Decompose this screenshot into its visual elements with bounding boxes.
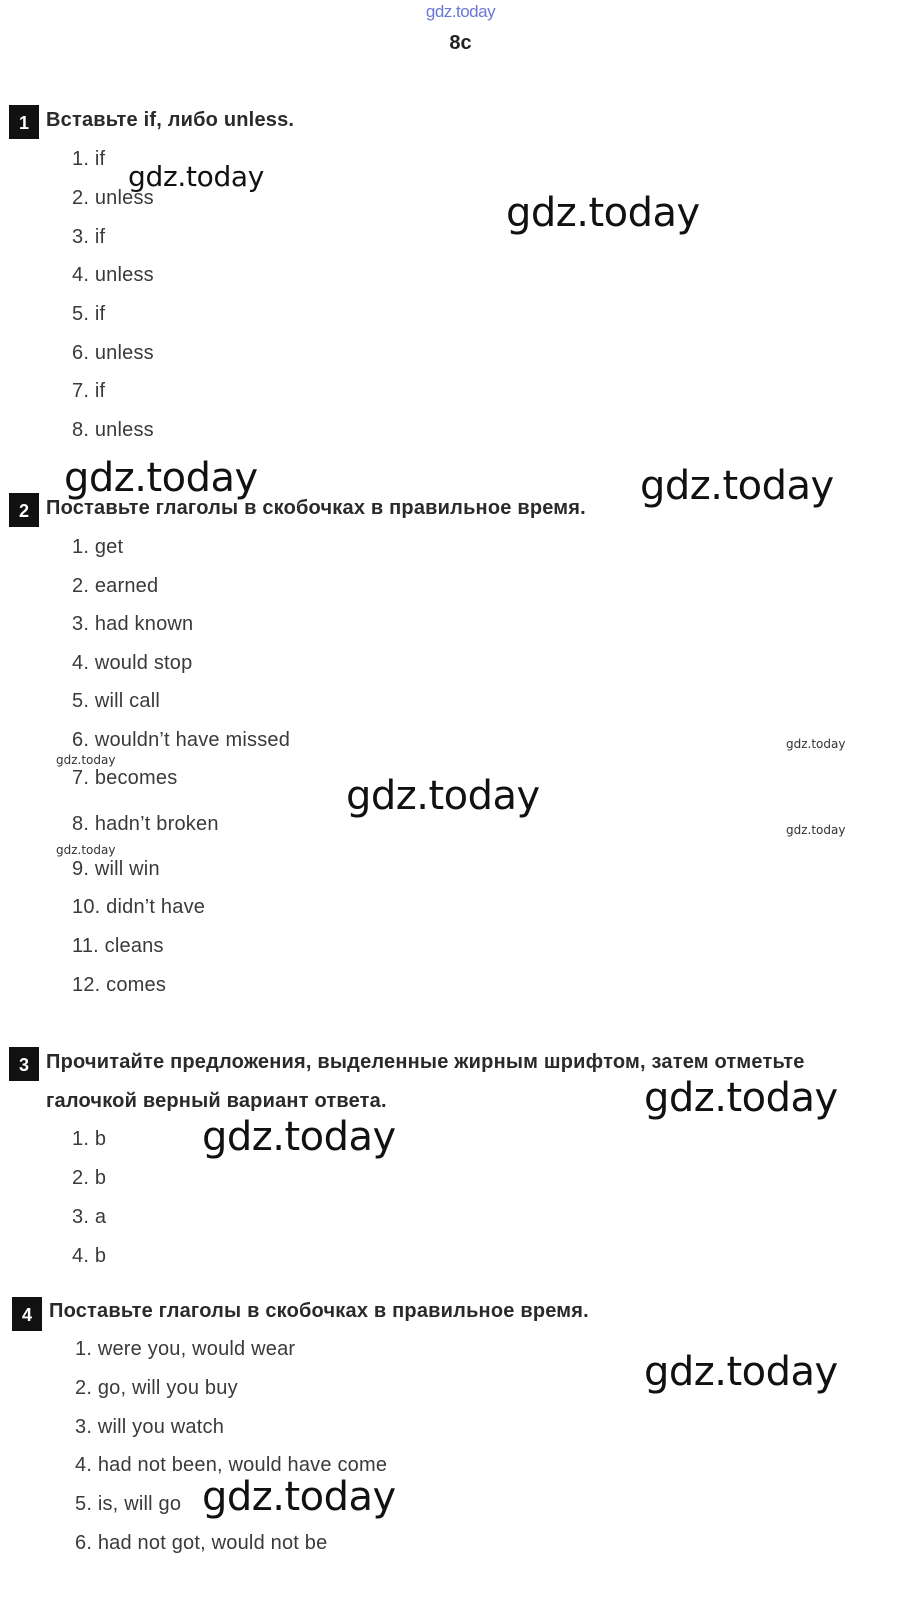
- task-2-answer-11: 11. cleans: [72, 935, 164, 957]
- task-2-number-badge: 2: [9, 493, 39, 527]
- watermark: gdz.today: [644, 1075, 838, 1121]
- task-1-answer-5: 5. if: [72, 303, 106, 325]
- task-1-answer-7: 7. if: [72, 380, 106, 402]
- task-3-number-badge: 3: [9, 1047, 39, 1081]
- task-2-answer-7: 7. becomes: [72, 767, 178, 789]
- task-4-answer-5: 5. is, will go: [75, 1493, 182, 1515]
- task-3-title-line1: Прочитайте предложения, выделенные жирным шрифтом, затем отметьте: [46, 1051, 805, 1073]
- task-2-answer-3: 3. had known: [72, 613, 194, 635]
- task-1-answer-2: 2. unless: [72, 187, 154, 209]
- watermark: gdz.today: [128, 160, 265, 193]
- task-1-answer-3: 3. if: [72, 226, 106, 248]
- watermark: gdz.today: [56, 753, 116, 767]
- watermark: gdz.today: [644, 1349, 838, 1395]
- watermark: gdz.today: [786, 737, 846, 751]
- watermark: gdz.today: [64, 455, 258, 501]
- task-1-answer-8: 8. unless: [72, 419, 154, 441]
- task-2-answer-1: 1. get: [72, 536, 124, 558]
- watermark: gdz.today: [506, 190, 700, 236]
- task-2-answer-6: 6. wouldn’t have missed: [72, 729, 291, 751]
- task-3-answer-3: 3. a: [72, 1206, 107, 1228]
- task-2-answer-12: 12. comes: [72, 974, 167, 996]
- task-2-answer-8: 8. hadn’t broken: [72, 813, 219, 835]
- task-1-answer-6: 6. unless: [72, 342, 154, 364]
- task-2-answer-9: 9. will win: [72, 858, 160, 880]
- task-4-answer-6: 6. had not got, would not be: [75, 1532, 328, 1554]
- watermark: gdz.today: [346, 773, 540, 819]
- task-3-answer-4: 4. b: [72, 1245, 107, 1267]
- task-1-title: Вставьте if, либо unless.: [46, 109, 295, 131]
- task-1-answer-1: 1. if: [72, 148, 106, 170]
- header-watermark: gdz.today: [425, 2, 496, 21]
- task-4-number-badge: 4: [12, 1297, 42, 1331]
- watermark: gdz.today: [56, 843, 116, 857]
- task-2-title: Поставьте глаголы в скобочках в правильное время.: [46, 497, 586, 519]
- task-3-title-line2: галочкой верный вариант ответа.: [46, 1090, 387, 1112]
- task-2-answer-4: 4. would stop: [72, 652, 193, 674]
- task-4-answer-1: 1. were you, would wear: [75, 1338, 296, 1360]
- task-4-answer-4: 4. had not been, would have come: [75, 1454, 388, 1476]
- task-1-number-badge: 1: [9, 105, 39, 139]
- task-4-title: Поставьте глаголы в скобочках в правильное время.: [49, 1300, 589, 1322]
- task-3-answer-2: 2. b: [72, 1167, 107, 1189]
- page-title: 8c: [449, 32, 472, 54]
- task-2-answer-10: 10. didn’t have: [72, 896, 206, 918]
- task-4-answer-2: 2. go, will you buy: [75, 1377, 238, 1399]
- task-1-answer-4: 4. unless: [72, 264, 154, 286]
- watermark: gdz.today: [202, 1114, 396, 1160]
- task-4-answer-3: 3. will you watch: [75, 1416, 225, 1438]
- task-2-answer-2: 2. earned: [72, 575, 159, 597]
- task-2-answer-5: 5. will call: [72, 690, 160, 712]
- watermark: gdz.today: [202, 1474, 396, 1520]
- watermark: gdz.today: [640, 463, 834, 509]
- task-3-answer-1: 1. b: [72, 1128, 107, 1150]
- watermark: gdz.today: [786, 823, 846, 837]
